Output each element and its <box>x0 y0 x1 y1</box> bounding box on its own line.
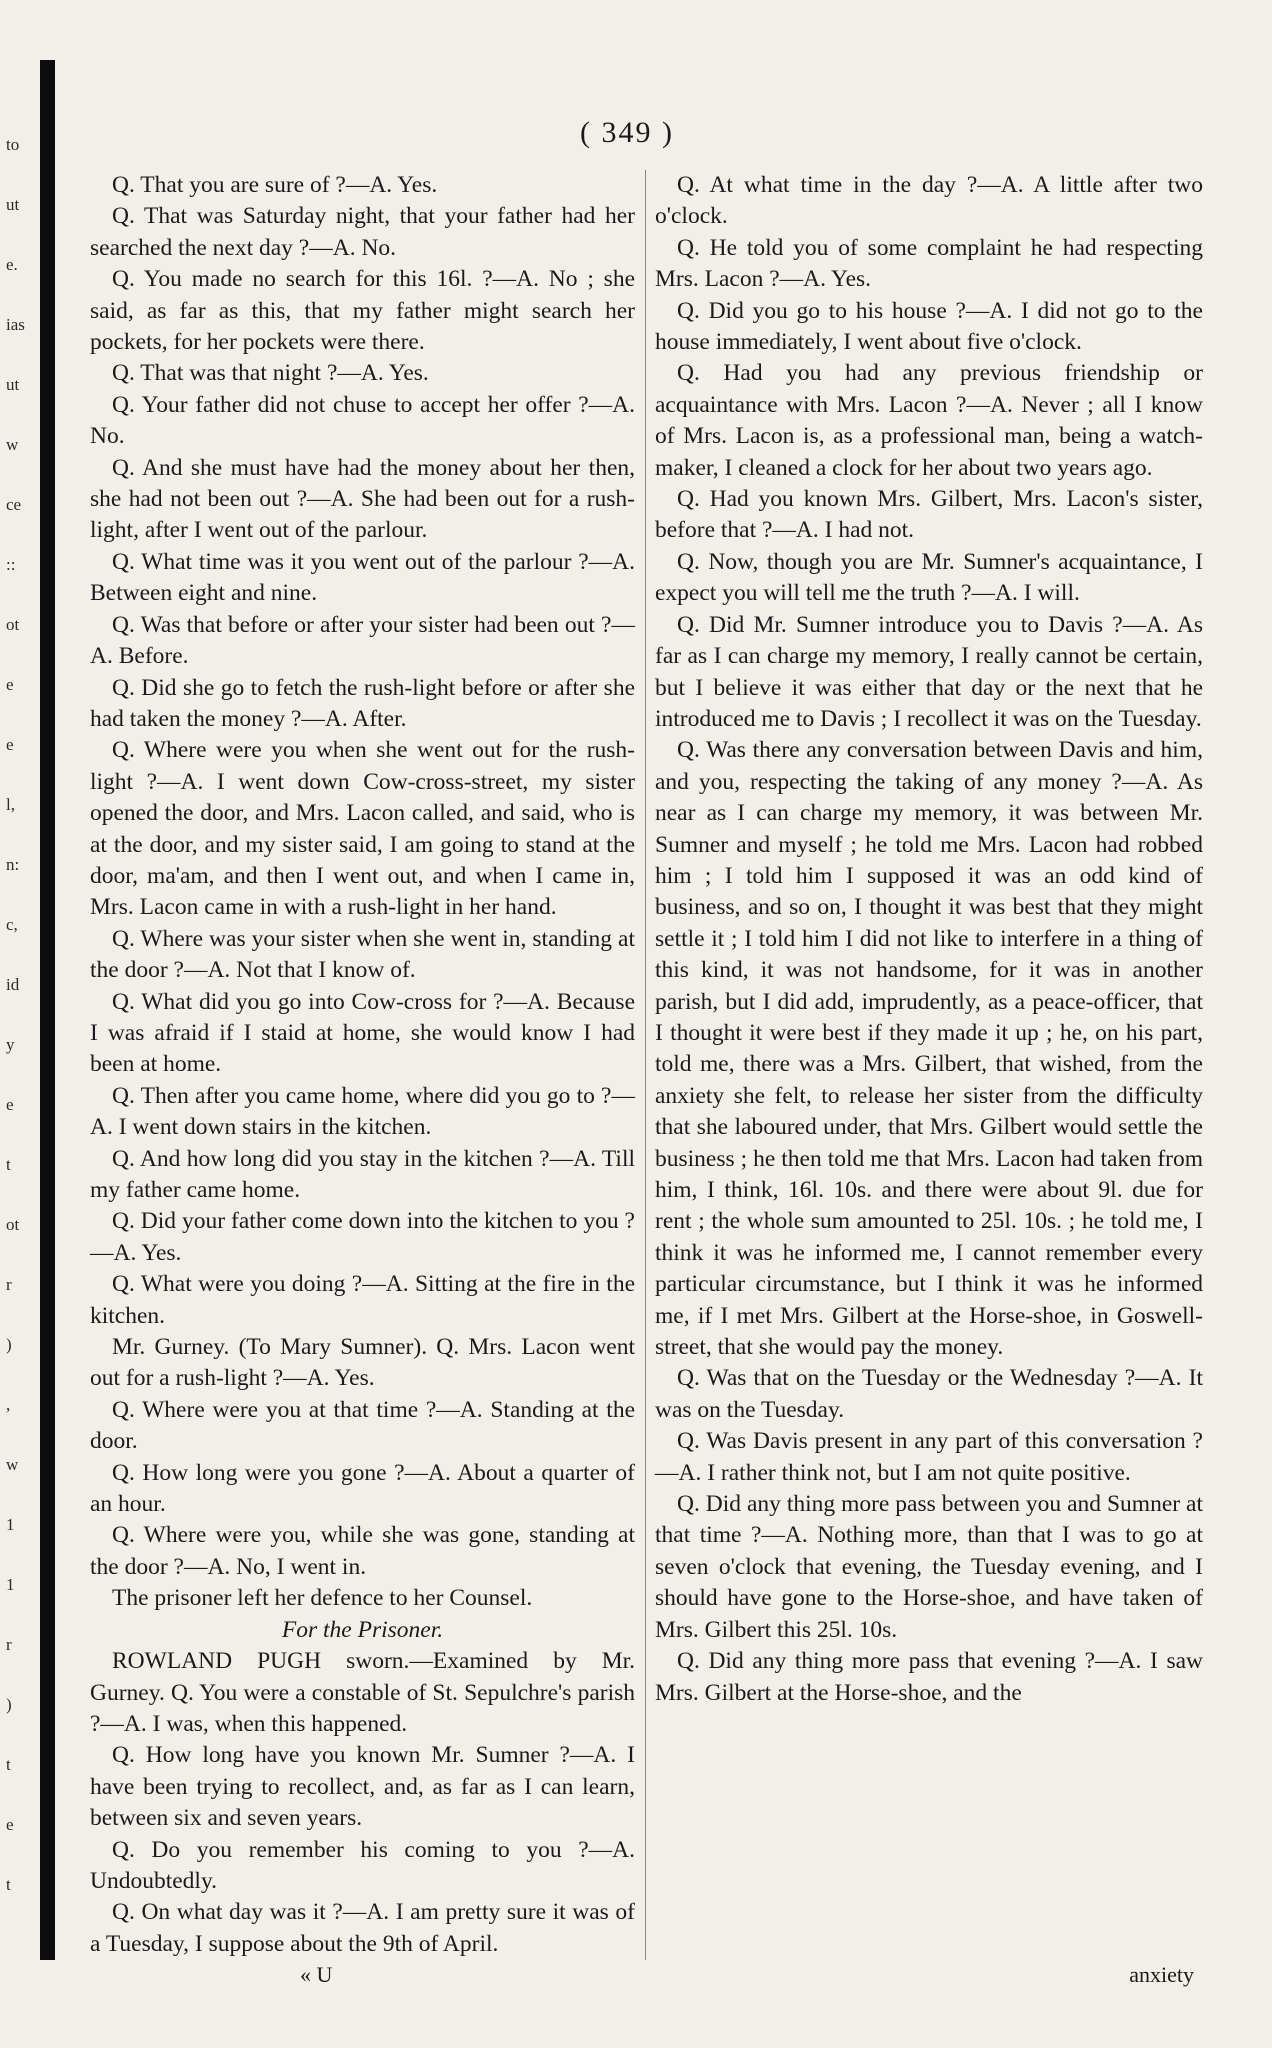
margin-fragment: r <box>6 1275 12 1294</box>
paragraph: Q. That was Saturday night, that your father had her searched the next day ?—A. No. <box>90 203 635 261</box>
margin-fragment: c, <box>6 915 18 934</box>
margin-fragment: l, <box>6 795 15 814</box>
facing-page-margin <box>0 0 38 2048</box>
paragraph: Q. What did you go into Cow-cross for ?—A. Because I was afraid if I staid at home, she would know I had been at home. <box>90 988 635 1078</box>
margin-fragment: ut <box>6 375 20 394</box>
margin-fragment: e <box>6 735 14 754</box>
margin-fragment: , <box>6 1395 11 1414</box>
paragraph: ROWLAND PUGH sworn.—Examined by Mr. Gurney. Q. You were a constable of St. Sepulchre's parish ?—A. I was, when this happened. <box>90 1648 635 1737</box>
margin-fragment: ot <box>6 615 20 634</box>
paragraph: Q. Was that on the Tuesday or the Wednesday ?—A. It was on the Tuesday. <box>655 1365 1203 1423</box>
margin-fragment: e <box>6 675 14 694</box>
margin-fragment: id <box>6 975 20 994</box>
margin-fragment: n: <box>6 855 20 874</box>
left-column <box>90 170 635 1960</box>
margin-fragment: r <box>6 1635 12 1654</box>
margin-fragment: ) <box>6 1335 12 1354</box>
margin-fragment: t <box>6 1155 11 1174</box>
paragraph: Q. That was that night ?—A. Yes. <box>112 360 429 387</box>
paragraph: Q. Your father did not chuse to accept her offer ?—A. No. <box>90 391 635 450</box>
paragraph: Q. Was Davis present in any part of this conversation ?—A. I rather think not, but I am not quite positive. <box>655 1428 1203 1486</box>
paragraph: Q. How long have you known Mr. Sumner ?—A. I have been trying to recollect, and, as far as I can learn, between six and seven years. <box>90 1742 635 1832</box>
paragraph: Q. At what time in the day ?—A. A little after two o'clock. <box>655 172 1203 230</box>
page-number: ( 349 ) <box>580 116 674 149</box>
paragraph: Q. He told you of some complaint he had respecting Mrs. Lacon ?—A. Yes. <box>655 234 1203 293</box>
paragraph: Q. Was there any conversation between Davis and him, and you, respecting the taking of any money ?—A. As near as I can charge my memory, it was between Mr. Sumner and myself ; he told me Mrs. Lacon had robbed him ; I told him I supposed it was an odd kind of business, and so on, I thought it was best that they might settle it ; I told him I did not like to interfere in a thing of this kind, it was not handsome, for it was in another parish, but I did add, imprudently, as a peace-officer, that I thought it were best if they made it up ; he, on his part, told me, there was a Mrs. Gilbert, that wished, from the anxiety she felt, to release her sister from the difficulty that she laboured under, that Mrs. Gilbert would settle the business ; he then told me that Mrs. Lacon had taken from him, I think, 16l. 10s. and there were about 9l. due for rent ; the whole sum amounted to 25l. 10s. ; he told me, I think it was he informed me, I cannot remember every particular circumstance, but I think it was he informed me, if I met Mrs. Gilbert at the Horse-shoe, in Goswell-street, that she would pay the money. <box>655 737 1203 1361</box>
paragraph: Q. Did Mr. Sumner introduce you to Davis ?—A. As far as I can charge my memory, I really cannot be certain, but I believe it was either that day or the next that he introduced me to Davis ; I recollect it was on the Tuesday. <box>655 611 1203 732</box>
paragraph: Q. What were you doing ?—A. Sitting at the fire in the kitchen. <box>90 1271 635 1329</box>
paragraph: Mr. Gurney. (To Mary Sumner). Q. Mrs. Lacon went out for a rush-light ?—A. Yes. <box>90 1334 635 1392</box>
signature-mark: « U <box>300 1962 333 1987</box>
margin-fragment: 1 <box>6 1515 15 1534</box>
margin-fragment: ) <box>6 1695 12 1714</box>
margin-fragment: e <box>6 1815 14 1834</box>
paragraph: Q. Had you had any previous friendship or acquaintance with Mrs. Lacon ?—A. Never ; all I know of Mrs. Lacon is, as a professional man, being a watch-maker, I cleaned a clock for her about two years ago. <box>655 360 1203 481</box>
paragraph: Q. Where were you when she went out for the rush-light ?—A. I went down Cow-cross-street, my sister opened the door, and Mrs. Lacon called, and said, who is at the door, and my sister said, I am going to stand at the door, ma'am, and then I went out, and when I came in, Mrs. Lacon came in with a rush-light in her hand. <box>90 737 635 921</box>
paragraph: Q. That you are sure of ?—A. Yes. <box>112 172 438 198</box>
margin-fragment: ce <box>6 495 22 514</box>
margin-fragment: w <box>6 1455 19 1474</box>
paragraph: Q. How long were you gone ?—A. About a quarter of an hour. <box>90 1459 635 1518</box>
paragraph: Q. Was that before or after your sister had been out ?—A. Before. <box>90 611 635 670</box>
paragraph: Q. Where was your sister when she went in, standing at the door ?—A. Not that I know of. <box>90 925 635 984</box>
paragraph: The prisoner left her defence to her Counsel. <box>112 1585 533 1612</box>
margin-fragment: to <box>6 135 20 154</box>
margin-fragment: e. <box>6 255 18 274</box>
margin-fragment: 1 <box>6 1575 15 1594</box>
paragraph: Q. Had you known Mrs. Gilbert, Mrs. Lacon's sister, before that ?—A. I had not. <box>655 486 1203 544</box>
catchword: anxiety <box>1129 1962 1194 1987</box>
paragraph: Q. You made no search for this 16l. ?—A. No ; she said, as far as this, that my father might search her pockets, for her pockets were there. <box>90 266 635 356</box>
paragraph: Q. And she must have had the money about her then, she had not been out ?—A. She had been out for a rush-light, after I went out of the parlour. <box>90 454 635 544</box>
margin-fragment: ot <box>6 1215 20 1234</box>
paragraph: Q. Now, though you are Mr. Sumner's acquaintance, I expect you will tell me the truth ?—A. I will. <box>655 548 1203 607</box>
paragraph: Q. Did she go to fetch the rush-light before or after she had taken the money ?—A. After. <box>90 674 635 732</box>
margin-fragment: t <box>6 1755 11 1774</box>
margin-fragment: :: <box>6 555 16 574</box>
right-column <box>655 170 1203 1709</box>
margin-fragment: y <box>6 1035 15 1054</box>
margin-fragment: ias <box>6 315 25 334</box>
margin-fragment: e <box>6 1095 14 1114</box>
paragraph: Q. Did you go to his house ?—A. I did not go to the house immediately, I went about five o'clock. <box>655 297 1203 356</box>
margin-fragment: w <box>6 435 19 454</box>
paragraph: Q. Where were you at that time ?—A. Standing at the door. <box>90 1396 635 1455</box>
section-heading: For the Prisoner. <box>281 1616 444 1643</box>
margin-fragment: ut <box>6 195 20 214</box>
paragraph: Q. Did your father come down into the kitchen to you ?—A. Yes. <box>90 1208 635 1266</box>
paragraph: Q. Do you remember his coming to you ?—A. Undoubtedly. <box>90 1836 635 1894</box>
binding-edge-shadow <box>40 60 55 1960</box>
paragraph: Q. Then after you came home, where did you go to ?—A. I went down stairs in the kitchen. <box>90 1082 635 1141</box>
paragraph: Q. Did any thing more pass between you and Sumner at that time ?—A. Nothing more, than that I was to go at seven o'clock that evening, the Tuesday evening, and I should have gone to the Horse-shoe, and have taken of Mrs. Gilbert this 25l. 10s. <box>655 1491 1203 1643</box>
paragraph: Q. Where were you, while she was gone, standing at the door ?—A. No, I went in. <box>90 1522 635 1580</box>
paragraph: Q. What time was it you went out of the parlour ?—A. Between eight and nine. <box>90 548 635 607</box>
paragraph: Q. And how long did you stay in the kitchen ?—A. Till my father came home. <box>90 1145 635 1203</box>
column-divider <box>645 170 646 1960</box>
paragraph: Q. On what day was it ?—A. I am pretty sure it was of a Tuesday, I suppose about the 9th of April. <box>90 1899 635 1957</box>
paragraph: Q. Did any thing more pass that evening ?—A. I saw Mrs. Gilbert at the Horse-shoe, and the <box>655 1648 1203 1706</box>
margin-fragment: t <box>6 1875 11 1894</box>
